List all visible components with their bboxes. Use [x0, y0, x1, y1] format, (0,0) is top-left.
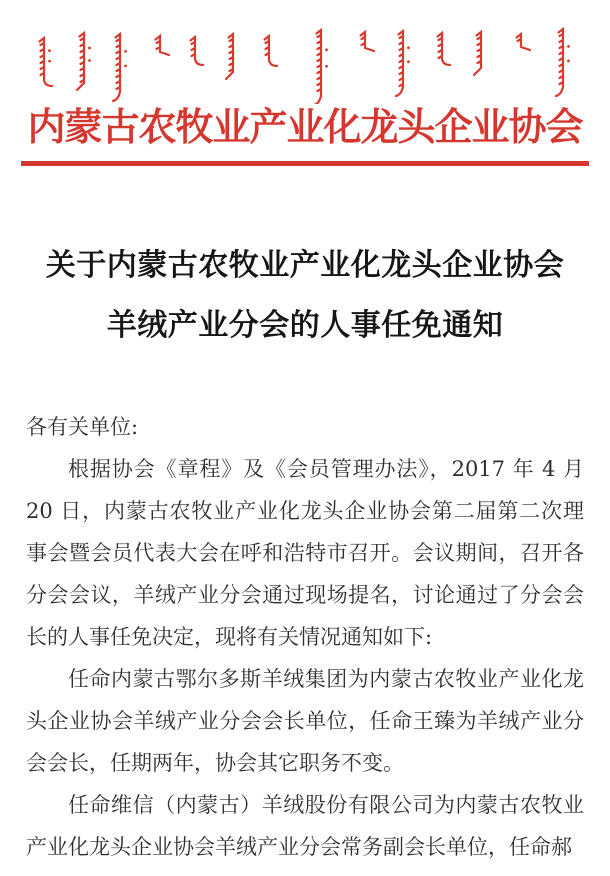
body-paragraph: 任命内蒙古鄂尔多斯羊绒集团为内蒙古农牧业产业化龙头企业协会羊绒产业分会会长单位，任命王臻为羊绒产业分会会长，任期两年，协会其它职务不变。 — [26, 667, 584, 775]
letterhead-org-name: 内蒙古农牧业产业化龙头企业协会 — [27, 104, 583, 149]
mongolian-script-banner — [0, 26, 610, 104]
mongolian-glyph-column — [556, 29, 563, 96]
mongolian-glyph-column — [396, 31, 403, 96]
mongolian-glyph-column — [113, 34, 120, 101]
mongolian-glyph-column — [77, 33, 84, 90]
mongolian-glyph-column — [314, 30, 321, 104]
notice-title-line2: 羊绒产业分会的人事任免通知 — [106, 308, 504, 343]
notice-title — [0, 236, 610, 356]
letterhead-divider-rule — [21, 161, 589, 166]
mongolian-glyph-column — [361, 32, 375, 51]
body-paragraph: 根据协会《章程》及《会员管理办法》，2017 年 4 月 20 日，内蒙古农牧业产业化龙头企业协会第二届第二次理事会暨会员代表大会在呼和浩特市召开。会议期间，召开各分会会议，羊绒产业分会通过现场提名，讨论通过了分会会长的人事任免决定，现将有关情况通知如下: — [26, 457, 584, 649]
mongolian-glyph-dot — [88, 59, 91, 62]
mongolian-glyph-column — [226, 34, 233, 79]
mongolian-glyph-dot — [325, 65, 328, 68]
mongolian-glyph-dot — [325, 48, 328, 51]
mongolian-glyph-column — [191, 37, 204, 65]
mongolian-glyph-dot — [567, 45, 570, 48]
mongolian-glyph-dot — [124, 65, 127, 68]
mongolian-glyph-column — [517, 34, 531, 50]
notice-body — [26, 406, 584, 868]
mongolian-glyph-dot — [407, 60, 410, 63]
mongolian-glyph-dot — [567, 60, 570, 63]
mongolian-glyph-dot — [88, 47, 91, 50]
mongolian-glyph-dot — [407, 46, 410, 49]
mongolian-glyph-column — [438, 33, 451, 65]
mongolian-glyph-dot — [48, 60, 51, 63]
mongolian-glyph-dot — [124, 50, 127, 53]
notice-title-line1: 关于内蒙古农牧业产业化龙头企业协会 — [45, 248, 565, 283]
body-paragraph: 任命维信（内蒙古）羊绒股份有限公司为内蒙古农牧业产业化龙头企业协会羊绒产业分会常务副会长单位，任命郝 — [26, 793, 584, 859]
mongolian-glyph-column — [156, 36, 170, 55]
mongolian-glyph-column — [474, 32, 481, 75]
mongolian-glyph-column — [265, 36, 278, 66]
salutation: 各有关单位: — [26, 415, 139, 439]
mongolian-glyph-dot — [48, 49, 51, 52]
